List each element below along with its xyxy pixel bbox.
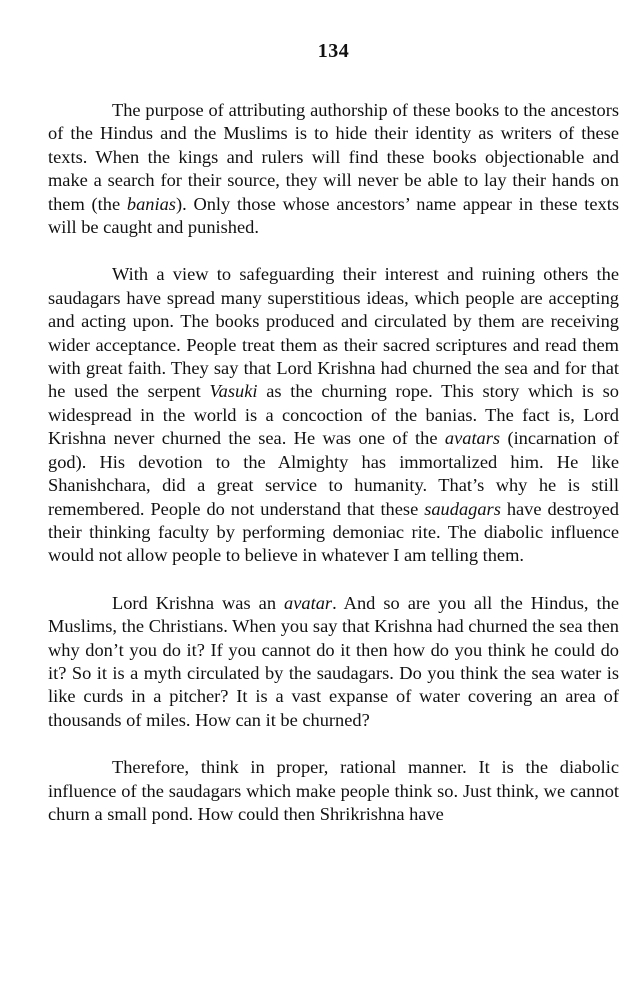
text-run: The purpose of attributing authorship of these books to the ancestors of the Hindus and the Muslims is to hide their identity as writers of these texts. When the kings and rulers will find these books objectionable and make a search for their source, they will never be able to lay their hands on them (the bbox=[48, 100, 619, 214]
text-run: have destroyed their thinking faculty by performing demoniac rite. The diabolic influence would not allow people to believe in whatever I am telling them. bbox=[48, 498, 619, 566]
body-text bbox=[48, 99, 619, 826]
paragraph-4 bbox=[48, 756, 619, 826]
text-run: With a view to safeguarding their interest and ruining others the saudagars have spread many superstitious ideas, which people are accepting and acting upon. The books produced and circulated by them are receiving wider acceptance. People treat them as their sacred scriptures and read them with great faith. They say that Lord Krishna had churned the sea and for that he used the serpent bbox=[48, 264, 619, 402]
paragraph-1 bbox=[48, 99, 619, 239]
paragraph-2 bbox=[48, 263, 619, 567]
paragraph-3 bbox=[48, 592, 619, 732]
italic-term: saudagars bbox=[424, 498, 501, 519]
text-run: ). Only those whose ancestors’ name appear in these texts will be caught and punished. bbox=[48, 193, 619, 238]
text-run: . And so are you all the Hindus, the Muslims, the Christians. When you say that Krishna had churned the sea then why don’t you do it? If you cannot do it then how do you think he could do it? So it is a myth circulated by the saudagars. Do you think the sea water is like curds in a pitcher? It is a vast expanse of water covering an area of thousands of miles. How can it be churned? bbox=[48, 592, 619, 730]
text-run: Lord Krishna was an bbox=[112, 592, 285, 613]
italic-term: Vasuki bbox=[209, 381, 258, 402]
italic-term: banias bbox=[126, 193, 176, 214]
italic-term: avatars bbox=[444, 428, 501, 449]
text-run: Therefore, think in proper, rational manner. It is the diabolic influence of the saudagars which make people think so. Just think, we cannot churn a small pond. How could then Shrikrishna have bbox=[48, 757, 619, 824]
text-run: as the churning rope. This story which is so widespread in the world is a concoction of the banias. The fact is, Lord Krishna never churned the sea. He was one of the bbox=[48, 381, 619, 449]
text-run: (incarnation of god). His devotion to the Almighty has immortalized him. He like Shanishchara, did a great service to humanity. That’s why he is still remembered. People do not understand that these bbox=[48, 428, 619, 519]
page-number: 134 bbox=[317, 40, 350, 62]
italic-term: avatar bbox=[284, 592, 333, 613]
